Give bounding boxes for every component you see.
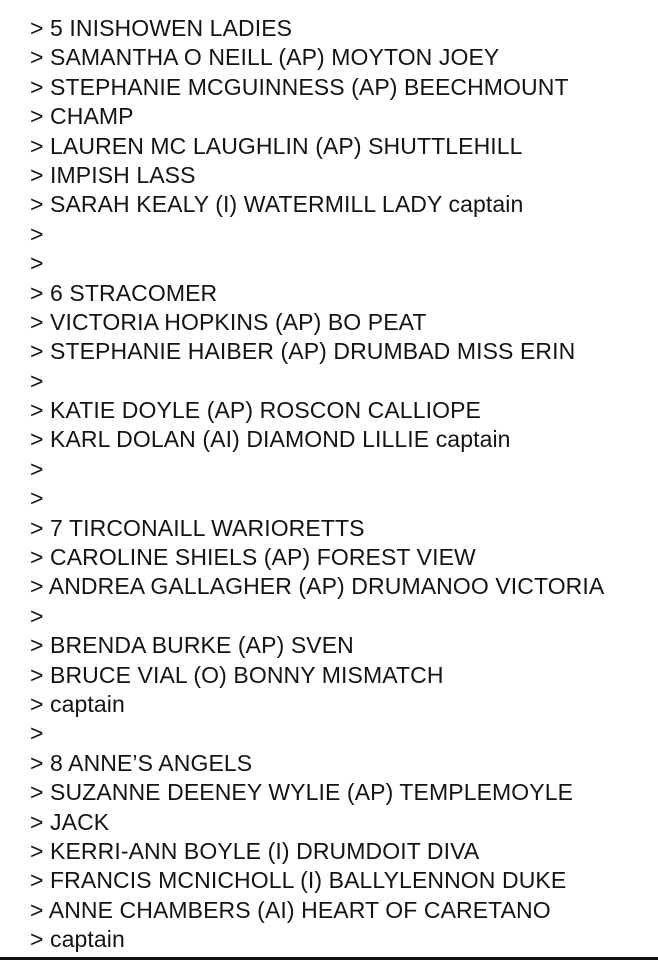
text-line: > SAMANTHA O NEILL (AP) MOYTON JOEY [30, 44, 500, 71]
text-line: > SUZANNE DEENEY WYLIE (AP) TEMPLEMOYLE [30, 779, 574, 806]
text-line: > BRUCE VIAL (O) BONNY MISMATCH [30, 661, 444, 688]
text-line: > STEPHANIE HAIBER (AP) DRUMBAD MISS ERIN [30, 338, 576, 365]
text-line: > 6 STRACOMER [30, 279, 218, 306]
text-line: > [30, 602, 44, 629]
text-line: > [30, 367, 44, 394]
text-line: > [30, 455, 44, 482]
text-line: > 7 TIRCONAILL WARIORETTS [30, 514, 365, 541]
text-line: > 8 ANNE’S ANGELS [30, 749, 253, 776]
text-line: > IMPISH LASS [30, 161, 196, 188]
text-lines [30, 14, 658, 955]
text-line: > KERRI-ANN BOYLE (I) DRUMDOIT DIVA [30, 837, 480, 864]
text-line: > captain [30, 926, 125, 953]
text-line: > SARAH KEALY (I) WATERMILL LADY captain [30, 191, 524, 218]
text-line: > LAUREN MC LAUGHLIN (AP) SHUTTLEHILL [30, 132, 523, 159]
text-line: > JACK [30, 808, 110, 835]
text-line: > [30, 720, 44, 747]
text-line: > ANNE CHAMBERS (AI) HEART OF CARETANO [30, 896, 551, 923]
text-line: > captain [30, 690, 125, 717]
text-line: > KARL DOLAN (AI) DIAMOND LILLIE captain [30, 426, 511, 453]
text-line: > [30, 250, 44, 277]
text-line: > 5 INISHOWEN LADIES [30, 15, 293, 41]
text-line: > BRENDA BURKE (AP) SVEN [30, 632, 354, 659]
text-line: > FRANCIS MCNICHOLL (I) BALLYLENNON DUKE [30, 867, 567, 894]
text-line: > ANDREA GALLAGHER (AP) DRUMANOO VICTORIA [30, 573, 605, 600]
text-line: > [30, 220, 44, 247]
text-line: > [30, 485, 44, 512]
text-line: > VICTORIA HOPKINS (AP) BO PEAT [30, 308, 427, 335]
text-line: > CAROLINE SHIELS (AP) FOREST VIEW [30, 544, 476, 571]
text-line: > CHAMP [30, 103, 134, 130]
text-line: > KATIE DOYLE (AP) ROSCON CALLIOPE [30, 397, 481, 424]
text-line: > STEPHANIE MCGUINNESS (AP) BEECHMOUNT [30, 73, 569, 100]
